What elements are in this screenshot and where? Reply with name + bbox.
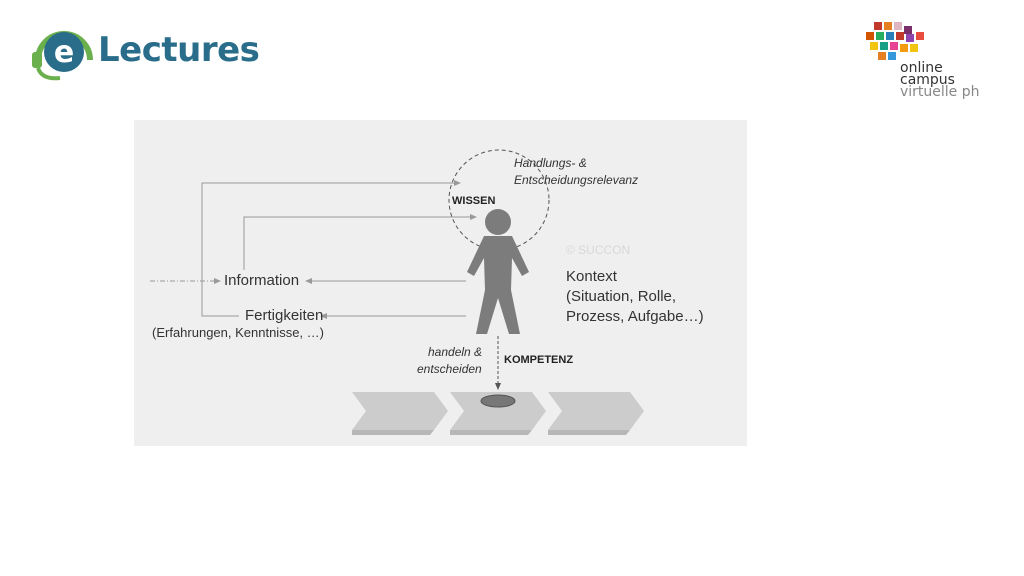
outer-loop-arrow <box>202 183 454 316</box>
handeln-arrowhead <box>495 383 501 390</box>
kompetenz-label: KOMPETENZ <box>504 354 574 366</box>
information-label: Information <box>224 272 300 289</box>
inner-loop-arrowhead <box>470 214 477 220</box>
svg-text:e: e <box>53 35 75 70</box>
erfahrungen-label: (Erfahrungen, Kenntnisse, …) <box>152 325 324 340</box>
fertigkeiten-label: Fertigkeiten <box>245 307 324 324</box>
person-figure <box>467 209 529 334</box>
handeln-label-line2: entscheiden <box>417 362 482 376</box>
logo-line-virtuelle-ph: virtuelle ph <box>900 84 980 100</box>
handlungs-label-line2: Entscheidungsrelevanz <box>514 173 639 187</box>
electures-logo <box>30 22 260 84</box>
incoming-arrowhead <box>214 278 221 284</box>
kontext-label-line3: Prozess, Aufgabe…) <box>566 308 704 325</box>
online-campus-logo <box>866 22 996 102</box>
figure-to-information-arrowhead <box>305 278 312 284</box>
kontext-label-line1: Kontext <box>566 268 617 285</box>
mosaic-icon <box>866 22 926 62</box>
kompetenz-diagram <box>134 120 747 446</box>
kontext-label-line2: (Situation, Rolle, <box>566 288 677 305</box>
outer-loop-arrowhead <box>454 180 461 186</box>
handlungs-label-line1: Handlungs- & <box>514 156 587 170</box>
copyright-watermark: © SUCCON <box>566 243 631 257</box>
logo-line-online: online <box>900 60 943 76</box>
inner-loop-arrow <box>244 217 470 270</box>
logo-line-campus: campus <box>900 72 955 88</box>
electures-headset-icon <box>30 22 100 84</box>
electures-logo-text: Lectures <box>98 30 260 70</box>
wissen-label: WISSEN <box>452 195 496 207</box>
handeln-label-line1: handeln & <box>428 345 483 359</box>
kompetenz-ellipse <box>481 395 515 407</box>
